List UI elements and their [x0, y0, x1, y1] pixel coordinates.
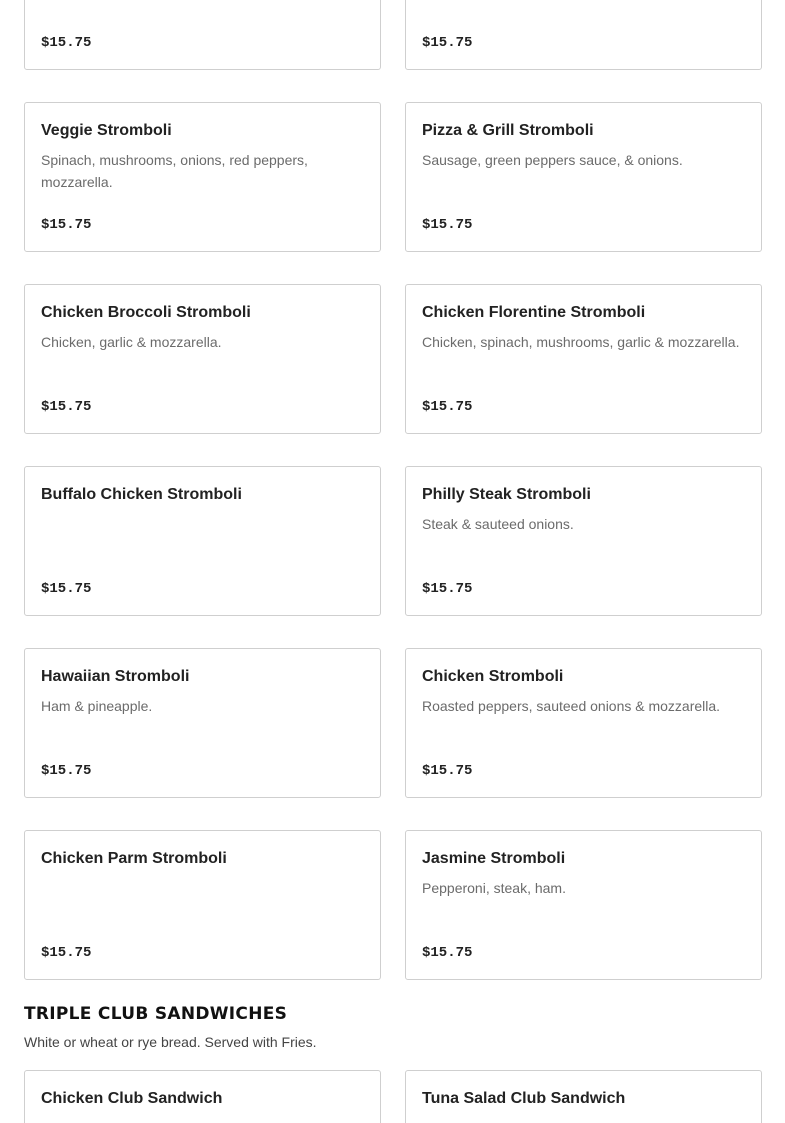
item-price: $15.75: [422, 217, 473, 233]
section-subtitle: White or wheat or rye bread. Served with Fries.: [24, 1034, 317, 1050]
item-name: Chicken Broccoli Stromboli: [41, 304, 251, 321]
menu-item-card[interactable]: [24, 0, 381, 70]
menu-item-card[interactable]: [405, 1070, 762, 1123]
menu-item-card[interactable]: [405, 284, 762, 434]
menu-item-card[interactable]: [405, 466, 762, 616]
item-description: Chicken, spinach, mushrooms, garlic & mozzarella.: [422, 334, 740, 350]
item-price: $15.75: [41, 581, 92, 597]
item-description: Spinach, mushrooms, onions, red peppers, mozzarella.: [41, 152, 308, 190]
menu-item-card[interactable]: [405, 0, 762, 70]
item-description: Steak & sauteed onions.: [422, 516, 574, 532]
menu-item-card[interactable]: [405, 102, 762, 252]
item-description: Chicken, garlic & mozzarella.: [41, 334, 222, 350]
item-name: Jasmine Stromboli: [422, 850, 566, 867]
menu-item-card[interactable]: [24, 1070, 381, 1123]
item-name: Buffalo Chicken Stromboli: [41, 486, 242, 503]
menu-item-card[interactable]: [24, 830, 381, 980]
menu-item-card[interactable]: [24, 284, 381, 434]
item-name: Veggie Stromboli: [41, 122, 172, 139]
item-price: $15.75: [41, 217, 92, 233]
menu-item-card[interactable]: [24, 648, 381, 798]
item-name: Philly Steak Stromboli: [422, 486, 591, 503]
item-price: $15.75: [422, 945, 473, 961]
item-price: $15.75: [41, 945, 92, 961]
section-title: TRIPLE CLUB SANDWICHES: [24, 1004, 288, 1024]
item-name: Hawaiian Stromboli: [41, 668, 190, 685]
item-description: Ham & pineapple.: [41, 698, 153, 714]
item-name: Pizza & Grill Stromboli: [422, 122, 594, 139]
item-name: Chicken Stromboli: [422, 668, 564, 685]
menu-item-card[interactable]: [24, 102, 381, 252]
item-name: Tuna Salad Club Sandwich: [422, 1090, 626, 1107]
item-description: Roasted peppers, sauteed onions & mozzarella.: [422, 698, 721, 714]
item-description: Sausage, green peppers sauce, & onions.: [422, 152, 683, 168]
item-price: $15.75: [422, 35, 473, 51]
menu-item-card[interactable]: [405, 830, 762, 980]
item-price: $15.75: [422, 581, 473, 597]
item-price: $15.75: [41, 399, 92, 415]
item-price: $15.75: [422, 763, 473, 779]
menu-item-card[interactable]: [405, 648, 762, 798]
item-name: Chicken Club Sandwich: [41, 1090, 223, 1107]
item-price: $15.75: [422, 399, 473, 415]
item-price: $15.75: [41, 763, 92, 779]
item-name: Chicken Parm Stromboli: [41, 850, 227, 867]
item-description: Pepperoni, steak, ham.: [422, 880, 566, 896]
menu-item-card[interactable]: [24, 466, 381, 616]
item-name: Chicken Florentine Stromboli: [422, 304, 646, 321]
item-price: $15.75: [41, 35, 92, 51]
